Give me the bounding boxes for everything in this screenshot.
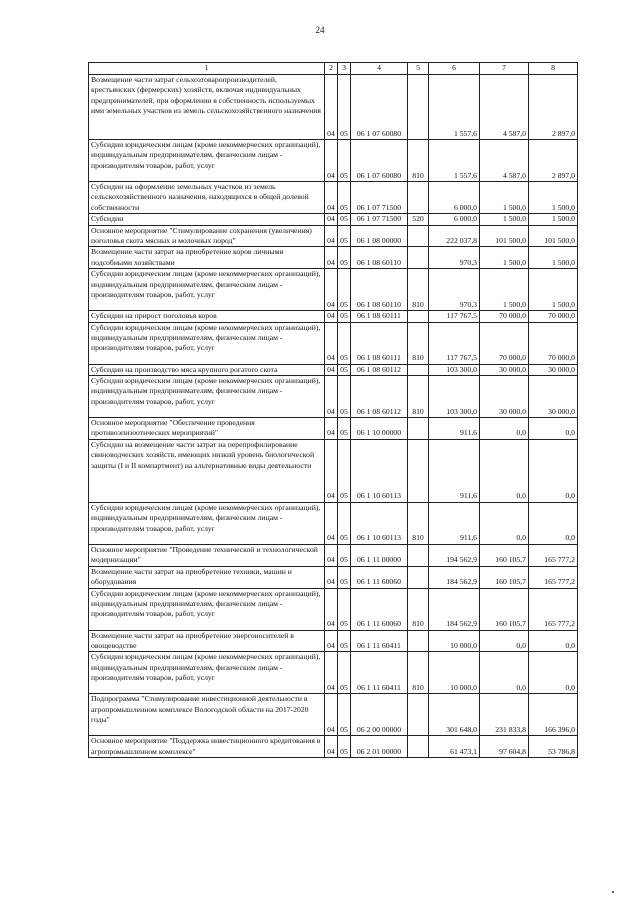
amount-col6-cell: 10 000,0 bbox=[429, 630, 480, 652]
subsection-code-cell: 05 bbox=[338, 311, 351, 322]
table-row bbox=[89, 322, 578, 364]
amount-col6-cell: 6 000,0 bbox=[429, 214, 480, 225]
amount-col8-cell: 70 000,0 bbox=[529, 322, 578, 364]
row-name-cell: Субсидии bbox=[89, 214, 325, 225]
section-code-cell: 04 bbox=[325, 225, 338, 247]
subsection-code-cell: 05 bbox=[338, 588, 351, 630]
amount-col6-cell: 911,6 bbox=[429, 502, 480, 544]
table-row bbox=[89, 418, 578, 440]
row-name-cell: Субсидии юридическим лицам (кроме некоммерческих организаций), индивидуальным предпринимателям, физическим лицам - производителям товаров, работ, услуг bbox=[89, 322, 325, 364]
expense-type-code-cell bbox=[408, 247, 429, 269]
section-code-cell: 04 bbox=[325, 140, 338, 182]
header-cell: 3 bbox=[338, 63, 351, 75]
amount-col8-cell: 2 897,0 bbox=[529, 140, 578, 182]
amount-col8-cell: 0,0 bbox=[529, 630, 578, 652]
amount-col6-cell: 1 557,6 bbox=[429, 140, 480, 182]
target-article-code-cell: 06 1 11 00000 bbox=[351, 544, 408, 566]
subsection-code-cell: 05 bbox=[338, 736, 351, 758]
amount-col6-cell: 301 648,0 bbox=[429, 694, 480, 736]
header-cell: 2 bbox=[325, 63, 338, 75]
amount-col6-cell: 970,3 bbox=[429, 247, 480, 269]
section-code-cell: 04 bbox=[325, 544, 338, 566]
amount-col7-cell: 1 500,0 bbox=[480, 182, 529, 214]
amount-col8-cell: 30 000,0 bbox=[529, 376, 578, 418]
subsection-code-cell: 05 bbox=[338, 182, 351, 214]
amount-col6-cell: 117 767,5 bbox=[429, 311, 480, 322]
subsection-code-cell: 05 bbox=[338, 694, 351, 736]
section-code-cell: 04 bbox=[325, 269, 338, 311]
row-name-cell: Субсидии юридическим лицам (кроме некоммерческих организаций), индивидуальным предпринимателям, физическим лицам - производителям товаров, работ, услуг bbox=[89, 269, 325, 311]
amount-col7-cell: 0,0 bbox=[480, 502, 529, 544]
amount-col7-cell: 4 587,0 bbox=[480, 75, 529, 140]
table-row bbox=[89, 736, 578, 758]
expense-type-code-cell: 810 bbox=[408, 588, 429, 630]
subsection-code-cell: 05 bbox=[338, 247, 351, 269]
table-row bbox=[89, 364, 578, 375]
table-row bbox=[89, 652, 578, 694]
section-code-cell: 04 bbox=[325, 566, 338, 588]
target-article-code-cell: 06 1 10 60113 bbox=[351, 502, 408, 544]
target-article-code-cell: 06 1 11 60411 bbox=[351, 652, 408, 694]
amount-col6-cell: 194 562,9 bbox=[429, 544, 480, 566]
expense-type-code-cell bbox=[408, 736, 429, 758]
expense-type-code-cell bbox=[408, 566, 429, 588]
budget-table bbox=[88, 62, 578, 758]
expense-type-code-cell bbox=[408, 418, 429, 440]
target-article-code-cell: 06 1 08 60111 bbox=[351, 311, 408, 322]
amount-col8-cell: 1 500,0 bbox=[529, 182, 578, 214]
expense-type-code-cell bbox=[408, 544, 429, 566]
subsection-code-cell: 05 bbox=[338, 214, 351, 225]
table-row bbox=[89, 140, 578, 182]
section-code-cell: 04 bbox=[325, 439, 338, 502]
subsection-code-cell: 05 bbox=[338, 269, 351, 311]
section-code-cell: 04 bbox=[325, 75, 338, 140]
subsection-code-cell: 05 bbox=[338, 652, 351, 694]
amount-col8-cell: 165 777,2 bbox=[529, 588, 578, 630]
section-code-cell: 04 bbox=[325, 588, 338, 630]
expense-type-code-cell: 810 bbox=[408, 376, 429, 418]
subsection-code-cell: 05 bbox=[338, 439, 351, 502]
amount-col6-cell: 6 000,0 bbox=[429, 182, 480, 214]
amount-col6-cell: 222 037,8 bbox=[429, 225, 480, 247]
section-code-cell: 04 bbox=[325, 630, 338, 652]
amount-col6-cell: 970,3 bbox=[429, 269, 480, 311]
table-row bbox=[89, 630, 578, 652]
header-cell: 5 bbox=[408, 63, 429, 75]
amount-col6-cell: 911,6 bbox=[429, 418, 480, 440]
table-row bbox=[89, 311, 578, 322]
target-article-code-cell: 06 1 11 60411 bbox=[351, 630, 408, 652]
subsection-code-cell: 05 bbox=[338, 140, 351, 182]
target-article-code-cell: 06 1 08 60110 bbox=[351, 269, 408, 311]
amount-col7-cell: 101 500,0 bbox=[480, 225, 529, 247]
row-name-cell: Основное мероприятие "Обеспечение проведения противоэпизоотических мероприятий" bbox=[89, 418, 325, 440]
amount-col8-cell: 30 000,0 bbox=[529, 364, 578, 375]
header-cell: 4 bbox=[351, 63, 408, 75]
target-article-code-cell: 06 1 08 60112 bbox=[351, 376, 408, 418]
amount-col7-cell: 4 587,0 bbox=[480, 140, 529, 182]
target-article-code-cell: 06 1 10 00000 bbox=[351, 418, 408, 440]
amount-col7-cell: 30 000,0 bbox=[480, 376, 529, 418]
subsection-code-cell: 05 bbox=[338, 75, 351, 140]
expense-type-code-cell bbox=[408, 182, 429, 214]
target-article-code-cell: 06 1 08 60112 bbox=[351, 364, 408, 375]
table-row bbox=[89, 182, 578, 214]
row-name-cell: Субсидии юридическим лицам (кроме некоммерческих организаций), индивидуальным предпринимателям, физическим лицам - производителям товаров, работ, услуг bbox=[89, 588, 325, 630]
amount-col6-cell: 61 473,1 bbox=[429, 736, 480, 758]
row-name-cell: Возмещение части затрат на приобретение коров личными подсобными хозяйствами bbox=[89, 247, 325, 269]
table-row bbox=[89, 376, 578, 418]
expense-type-code-cell: 810 bbox=[408, 140, 429, 182]
target-article-code-cell: 06 1 08 60111 bbox=[351, 322, 408, 364]
target-article-code-cell: 06 1 10 60113 bbox=[351, 439, 408, 502]
section-code-cell: 04 bbox=[325, 502, 338, 544]
table-row bbox=[89, 439, 578, 502]
table-row bbox=[89, 225, 578, 247]
amount-col7-cell: 70 000,0 bbox=[480, 322, 529, 364]
row-name-cell: Субсидии юридическим лицам (кроме некоммерческих организаций), индивидуальным предпринимателям, физическим лицам - производителям товаров, работ, услуг bbox=[89, 652, 325, 694]
amount-col7-cell: 0,0 bbox=[480, 418, 529, 440]
table-row bbox=[89, 566, 578, 588]
row-name-cell: Субсидии на прирост поголовья коров bbox=[89, 311, 325, 322]
amount-col7-cell: 0,0 bbox=[480, 439, 529, 502]
section-code-cell: 04 bbox=[325, 376, 338, 418]
amount-col7-cell: 160 105,7 bbox=[480, 544, 529, 566]
subsection-code-cell: 05 bbox=[338, 225, 351, 247]
amount-col6-cell: 103 300,0 bbox=[429, 376, 480, 418]
expense-type-code-cell: 810 bbox=[408, 322, 429, 364]
amount-col8-cell: 1 500,0 bbox=[529, 269, 578, 311]
amount-col8-cell: 1 500,0 bbox=[529, 214, 578, 225]
target-article-code-cell: 06 1 11 60060 bbox=[351, 566, 408, 588]
amount-col8-cell: 53 786,8 bbox=[529, 736, 578, 758]
expense-type-code-cell: 810 bbox=[408, 652, 429, 694]
target-article-code-cell: 06 1 07 71500 bbox=[351, 214, 408, 225]
amount-col6-cell: 1 557,6 bbox=[429, 75, 480, 140]
section-code-cell: 04 bbox=[325, 182, 338, 214]
table-row bbox=[89, 694, 578, 736]
amount-col7-cell: 1 500,0 bbox=[480, 247, 529, 269]
subsection-code-cell: 05 bbox=[338, 566, 351, 588]
row-name-cell: Основное мероприятие "Стимулирование сохранения (увеличения) поголовья скота мясных и молочных пород" bbox=[89, 225, 325, 247]
amount-col6-cell: 117 767,5 bbox=[429, 322, 480, 364]
row-name-cell: Субсидии юридическим лицам (кроме некоммерческих организаций), индивидуальным предпринимателям, физическим лицам - производителям товаров, работ, услуг bbox=[89, 502, 325, 544]
row-name-cell: Субсидии на производство мяса крупного рогатого скота bbox=[89, 364, 325, 375]
table-row bbox=[89, 247, 578, 269]
table-row bbox=[89, 544, 578, 566]
expense-type-code-cell bbox=[408, 75, 429, 140]
amount-col8-cell: 165 777,2 bbox=[529, 544, 578, 566]
expense-type-code-cell bbox=[408, 311, 429, 322]
amount-col7-cell: 0,0 bbox=[480, 630, 529, 652]
header-cell: 7 bbox=[480, 63, 529, 75]
table-row bbox=[89, 269, 578, 311]
header-cell: 6 bbox=[429, 63, 480, 75]
amount-col7-cell: 0,0 bbox=[480, 652, 529, 694]
amount-col8-cell: 0,0 bbox=[529, 418, 578, 440]
subsection-code-cell: 05 bbox=[338, 544, 351, 566]
amount-col6-cell: 184 562,9 bbox=[429, 588, 480, 630]
target-article-code-cell: 06 1 08 60110 bbox=[351, 247, 408, 269]
amount-col6-cell: 103 300,0 bbox=[429, 364, 480, 375]
amount-col8-cell: 0,0 bbox=[529, 439, 578, 502]
header-cell: 1 bbox=[89, 63, 325, 75]
amount-col8-cell: 0,0 bbox=[529, 652, 578, 694]
page-number: 24 bbox=[315, 25, 325, 35]
expense-type-code-cell bbox=[408, 630, 429, 652]
target-article-code-cell: 06 1 08 00000 bbox=[351, 225, 408, 247]
target-article-code-cell: 06 1 07 60080 bbox=[351, 140, 408, 182]
section-code-cell: 04 bbox=[325, 652, 338, 694]
table-row bbox=[89, 214, 578, 225]
amount-col7-cell: 160 105,7 bbox=[480, 566, 529, 588]
row-name-cell: Субсидии юридическим лицам (кроме некоммерческих организаций), индивидуальным предпринимателям, физическим лицам - производителям товаров, работ, услуг bbox=[89, 140, 325, 182]
amount-col6-cell: 10 000,0 bbox=[429, 652, 480, 694]
expense-type-code-cell bbox=[408, 694, 429, 736]
row-name-cell: Возмещение части затрат сельхозтоваропроизводителей, крестьянских (фермерских) хозяйств, включая индивидуальных предпринимателей, при оформлении в собственность используемых ими земельных участков из земель сельскохозяйственного назначения bbox=[89, 75, 325, 140]
amount-col8-cell: 165 777,2 bbox=[529, 566, 578, 588]
scan-dot-mark bbox=[612, 891, 614, 893]
target-article-code-cell: 06 1 07 71500 bbox=[351, 182, 408, 214]
amount-col8-cell: 2 897,0 bbox=[529, 75, 578, 140]
section-code-cell: 04 bbox=[325, 247, 338, 269]
section-code-cell: 04 bbox=[325, 214, 338, 225]
section-code-cell: 04 bbox=[325, 694, 338, 736]
expense-type-code-cell: 810 bbox=[408, 502, 429, 544]
target-article-code-cell: 06 1 07 60080 bbox=[351, 75, 408, 140]
target-article-code-cell: 06 2 01 00000 bbox=[351, 736, 408, 758]
row-name-cell: Возмещение части затрат на приобретение техники, машин и оборудования bbox=[89, 566, 325, 588]
amount-col6-cell: 184 562,9 bbox=[429, 566, 480, 588]
amount-col8-cell: 101 500,0 bbox=[529, 225, 578, 247]
amount-col8-cell: 70 000,0 bbox=[529, 311, 578, 322]
amount-col7-cell: 160 105,7 bbox=[480, 588, 529, 630]
row-name-cell: Основное мероприятие "Проведение технической и технологической модернизации" bbox=[89, 544, 325, 566]
amount-col8-cell: 166 396,0 bbox=[529, 694, 578, 736]
table-row bbox=[89, 75, 578, 140]
subsection-code-cell: 05 bbox=[338, 418, 351, 440]
row-name-cell: Субсидии на оформление земельных участков из земель сельскохозяйственного назначения, находящихся в общей долевой собственности bbox=[89, 182, 325, 214]
target-article-code-cell: 06 1 11 60060 bbox=[351, 588, 408, 630]
row-name-cell: Возмещение части затрат на приобретение энергоносителей в овощеводстве bbox=[89, 630, 325, 652]
table-header-row bbox=[89, 63, 578, 75]
header-cell: 8 bbox=[529, 63, 578, 75]
expense-type-code-cell bbox=[408, 225, 429, 247]
section-code-cell: 04 bbox=[325, 322, 338, 364]
row-name-cell: Субсидии на возмещение части затрат на перепрофилирование свиноводческих хозяйств, имеющих низкий уровень биологической защиты (I и II компартмент) на альтернативные виды деятельности bbox=[89, 439, 325, 502]
expense-type-code-cell bbox=[408, 364, 429, 375]
subsection-code-cell: 05 bbox=[338, 502, 351, 544]
amount-col7-cell: 70 000,0 bbox=[480, 311, 529, 322]
subsection-code-cell: 05 bbox=[338, 630, 351, 652]
subsection-code-cell: 05 bbox=[338, 322, 351, 364]
table-row bbox=[89, 588, 578, 630]
target-article-code-cell: 06 2 00 00000 bbox=[351, 694, 408, 736]
row-name-cell: Основное мероприятие "Поддержка инвестиционного кредитования в агропромышленном комплексе" bbox=[89, 736, 325, 758]
row-name-cell: Подпрограмма "Стимулирование инвестиционной деятельности в агропромышленном комплексе Вологодской области на 2017-2020 годы" bbox=[89, 694, 325, 736]
expense-type-code-cell bbox=[408, 439, 429, 502]
section-code-cell: 04 bbox=[325, 364, 338, 375]
amount-col7-cell: 1 500,0 bbox=[480, 214, 529, 225]
expense-type-code-cell: 520 bbox=[408, 214, 429, 225]
expense-type-code-cell: 810 bbox=[408, 269, 429, 311]
amount-col8-cell: 1 500,0 bbox=[529, 247, 578, 269]
amount-col6-cell: 911,6 bbox=[429, 439, 480, 502]
amount-col7-cell: 30 000,0 bbox=[480, 364, 529, 375]
amount-col7-cell: 1 500,0 bbox=[480, 269, 529, 311]
amount-col7-cell: 97 604,8 bbox=[480, 736, 529, 758]
amount-col8-cell: 0,0 bbox=[529, 502, 578, 544]
table-row bbox=[89, 502, 578, 544]
subsection-code-cell: 05 bbox=[338, 376, 351, 418]
row-name-cell: Субсидии юридическим лицам (кроме некоммерческих организаций), индивидуальным предпринимателям, физическим лицам - производителям товаров, работ, услуг bbox=[89, 376, 325, 418]
section-code-cell: 04 bbox=[325, 418, 338, 440]
section-code-cell: 04 bbox=[325, 311, 338, 322]
subsection-code-cell: 05 bbox=[338, 364, 351, 375]
amount-col7-cell: 231 833,8 bbox=[480, 694, 529, 736]
section-code-cell: 04 bbox=[325, 736, 338, 758]
